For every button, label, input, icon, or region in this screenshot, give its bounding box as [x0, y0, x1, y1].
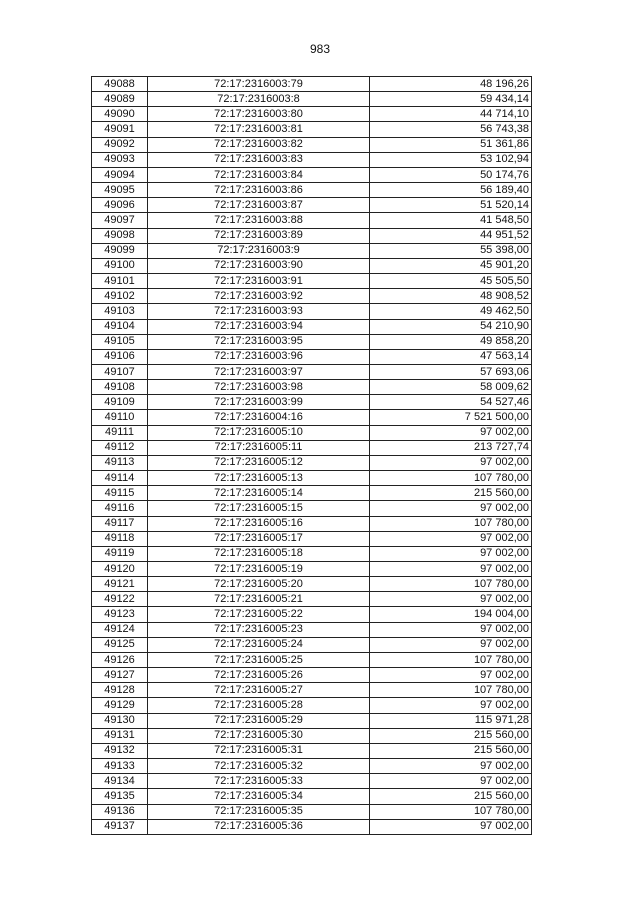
row-number-cell: 49126	[92, 652, 148, 667]
value-cell: 48 908,52	[370, 289, 532, 304]
table-row	[92, 137, 532, 152]
value-cell: 215 560,00	[370, 486, 532, 501]
row-number-cell: 49089	[92, 92, 148, 107]
value-cell: 107 780,00	[370, 683, 532, 698]
cadastral-number-cell: 72:17:2316003:94	[148, 319, 370, 334]
cadastral-number-cell: 72:17:2316003:93	[148, 304, 370, 319]
cadastral-number-cell: 72:17:2316003:84	[148, 167, 370, 182]
row-number-cell: 49108	[92, 380, 148, 395]
value-cell: 57 693,06	[370, 364, 532, 379]
row-number-cell: 49128	[92, 683, 148, 698]
value-cell: 45 901,20	[370, 258, 532, 273]
table-row	[92, 531, 532, 546]
value-cell: 107 780,00	[370, 577, 532, 592]
table-body	[92, 77, 532, 835]
row-number-cell: 49107	[92, 364, 148, 379]
row-number-cell: 49127	[92, 668, 148, 683]
table-row	[92, 471, 532, 486]
table-row	[92, 592, 532, 607]
value-cell: 97 002,00	[370, 425, 532, 440]
table-row	[92, 380, 532, 395]
row-number-cell: 49117	[92, 516, 148, 531]
value-cell: 97 002,00	[370, 698, 532, 713]
row-number-cell: 49123	[92, 607, 148, 622]
table-row	[92, 274, 532, 289]
row-number-cell: 49095	[92, 183, 148, 198]
value-cell: 97 002,00	[370, 637, 532, 652]
cadastral-number-cell: 72:17:2316005:23	[148, 622, 370, 637]
value-cell: 97 002,00	[370, 455, 532, 470]
table-row	[92, 258, 532, 273]
row-number-cell: 49120	[92, 562, 148, 577]
cadastral-number-cell: 72:17:2316005:11	[148, 440, 370, 455]
table-row	[92, 804, 532, 819]
table-row	[92, 395, 532, 410]
row-number-cell: 49091	[92, 122, 148, 137]
table-row	[92, 455, 532, 470]
table-row	[92, 622, 532, 637]
cadastral-number-cell: 72:17:2316005:30	[148, 728, 370, 743]
table-row	[92, 668, 532, 683]
cadastral-number-cell: 72:17:2316005:22	[148, 607, 370, 622]
table-row	[92, 774, 532, 789]
table-row	[92, 789, 532, 804]
cadastral-number-cell: 72:17:2316003:92	[148, 289, 370, 304]
cadastral-number-cell: 72:17:2316005:27	[148, 683, 370, 698]
row-number-cell: 49110	[92, 410, 148, 425]
cadastral-number-cell: 72:17:2316003:9	[148, 243, 370, 258]
value-cell: 97 002,00	[370, 592, 532, 607]
value-cell: 97 002,00	[370, 759, 532, 774]
table-row	[92, 652, 532, 667]
cadastral-number-cell: 72:17:2316003:95	[148, 334, 370, 349]
row-number-cell: 49135	[92, 789, 148, 804]
cadastral-number-cell: 72:17:2316003:82	[148, 137, 370, 152]
table-row	[92, 743, 532, 758]
value-cell: 49 858,20	[370, 334, 532, 349]
table-row	[92, 107, 532, 122]
table-row	[92, 501, 532, 516]
cadastral-number-cell: 72:17:2316005:10	[148, 425, 370, 440]
value-cell: 213 727,74	[370, 440, 532, 455]
cadastral-number-cell: 72:17:2316005:16	[148, 516, 370, 531]
cadastral-number-cell: 72:17:2316003:8	[148, 92, 370, 107]
row-number-cell: 49090	[92, 107, 148, 122]
row-number-cell: 49137	[92, 819, 148, 834]
table-row	[92, 577, 532, 592]
cadastral-number-cell: 72:17:2316005:19	[148, 562, 370, 577]
row-number-cell: 49131	[92, 728, 148, 743]
table-row	[92, 486, 532, 501]
cadastral-number-cell: 72:17:2316003:89	[148, 228, 370, 243]
row-number-cell: 49097	[92, 213, 148, 228]
cadastral-number-cell: 72:17:2316005:13	[148, 471, 370, 486]
value-cell: 97 002,00	[370, 819, 532, 834]
cadastral-number-cell: 72:17:2316005:12	[148, 455, 370, 470]
row-number-cell: 49105	[92, 334, 148, 349]
value-cell: 107 780,00	[370, 652, 532, 667]
row-number-cell: 49134	[92, 774, 148, 789]
table-row	[92, 819, 532, 834]
row-number-cell: 49129	[92, 698, 148, 713]
table-row	[92, 440, 532, 455]
cadastral-number-cell: 72:17:2316003:87	[148, 198, 370, 213]
value-cell: 107 780,00	[370, 471, 532, 486]
value-cell: 56 189,40	[370, 183, 532, 198]
row-number-cell: 49130	[92, 713, 148, 728]
value-cell: 47 563,14	[370, 349, 532, 364]
value-cell: 48 196,26	[370, 77, 532, 92]
cadastral-number-cell: 72:17:2316005:34	[148, 789, 370, 804]
cadastral-number-cell: 72:17:2316005:20	[148, 577, 370, 592]
value-cell: 55 398,00	[370, 243, 532, 258]
table-row	[92, 304, 532, 319]
cadastral-number-cell: 72:17:2316003:81	[148, 122, 370, 137]
table-row	[92, 167, 532, 182]
table-row	[92, 183, 532, 198]
value-cell: 41 548,50	[370, 213, 532, 228]
cadastral-table	[91, 76, 532, 835]
cadastral-number-cell: 72:17:2316003:97	[148, 364, 370, 379]
table-row	[92, 683, 532, 698]
value-cell: 53 102,94	[370, 152, 532, 167]
value-cell: 7 521 500,00	[370, 410, 532, 425]
table-row	[92, 607, 532, 622]
cadastral-number-cell: 72:17:2316005:15	[148, 501, 370, 516]
page-number: 983	[309, 42, 331, 56]
row-number-cell: 49113	[92, 455, 148, 470]
row-number-cell: 49096	[92, 198, 148, 213]
table-row	[92, 349, 532, 364]
cadastral-number-cell: 72:17:2316005:17	[148, 531, 370, 546]
cadastral-number-cell: 72:17:2316005:36	[148, 819, 370, 834]
cadastral-number-cell: 72:17:2316004:16	[148, 410, 370, 425]
value-cell: 97 002,00	[370, 501, 532, 516]
row-number-cell: 49122	[92, 592, 148, 607]
cadastral-number-cell: 72:17:2316005:33	[148, 774, 370, 789]
row-number-cell: 49124	[92, 622, 148, 637]
cadastral-number-cell: 72:17:2316003:86	[148, 183, 370, 198]
value-cell: 215 560,00	[370, 789, 532, 804]
table-row	[92, 122, 532, 137]
row-number-cell: 49132	[92, 743, 148, 758]
value-cell: 44 951,52	[370, 228, 532, 243]
value-cell: 215 560,00	[370, 743, 532, 758]
table-row	[92, 637, 532, 652]
row-number-cell: 49112	[92, 440, 148, 455]
row-number-cell: 49106	[92, 349, 148, 364]
table-row	[92, 698, 532, 713]
cadastral-number-cell: 72:17:2316005:32	[148, 759, 370, 774]
value-cell: 51 361,86	[370, 137, 532, 152]
table-row	[92, 152, 532, 167]
cadastral-number-cell: 72:17:2316005:21	[148, 592, 370, 607]
cadastral-number-cell: 72:17:2316005:31	[148, 743, 370, 758]
value-cell: 97 002,00	[370, 562, 532, 577]
value-cell: 97 002,00	[370, 668, 532, 683]
row-number-cell: 49136	[92, 804, 148, 819]
row-number-cell: 49098	[92, 228, 148, 243]
value-cell: 54 527,46	[370, 395, 532, 410]
value-cell: 107 780,00	[370, 516, 532, 531]
table-row	[92, 319, 532, 334]
table-row	[92, 759, 532, 774]
value-cell: 44 714,10	[370, 107, 532, 122]
row-number-cell: 49103	[92, 304, 148, 319]
cadastral-number-cell: 72:17:2316005:28	[148, 698, 370, 713]
row-number-cell: 49092	[92, 137, 148, 152]
table-row	[92, 410, 532, 425]
cadastral-number-cell: 72:17:2316003:96	[148, 349, 370, 364]
row-number-cell: 49093	[92, 152, 148, 167]
table-row	[92, 713, 532, 728]
cadastral-number-cell: 72:17:2316003:88	[148, 213, 370, 228]
table-row	[92, 516, 532, 531]
table-row	[92, 243, 532, 258]
value-cell: 107 780,00	[370, 804, 532, 819]
row-number-cell: 49102	[92, 289, 148, 304]
row-number-cell: 49121	[92, 577, 148, 592]
value-cell: 97 002,00	[370, 546, 532, 561]
row-number-cell: 49104	[92, 319, 148, 334]
table-row	[92, 334, 532, 349]
cadastral-number-cell: 72:17:2316003:79	[148, 77, 370, 92]
cadastral-number-cell: 72:17:2316003:83	[148, 152, 370, 167]
row-number-cell: 49099	[92, 243, 148, 258]
cadastral-number-cell: 72:17:2316005:35	[148, 804, 370, 819]
table-row	[92, 728, 532, 743]
row-number-cell: 49111	[92, 425, 148, 440]
row-number-cell: 49088	[92, 77, 148, 92]
value-cell: 215 560,00	[370, 728, 532, 743]
cadastral-number-cell: 72:17:2316005:14	[148, 486, 370, 501]
table-row	[92, 213, 532, 228]
row-number-cell: 49094	[92, 167, 148, 182]
value-cell: 194 004,00	[370, 607, 532, 622]
cadastral-number-cell: 72:17:2316003:99	[148, 395, 370, 410]
value-cell: 49 462,50	[370, 304, 532, 319]
value-cell: 97 002,00	[370, 622, 532, 637]
row-number-cell: 49133	[92, 759, 148, 774]
value-cell: 97 002,00	[370, 531, 532, 546]
table-row	[92, 92, 532, 107]
table-row	[92, 425, 532, 440]
row-number-cell: 49115	[92, 486, 148, 501]
table-row	[92, 198, 532, 213]
row-number-cell: 49114	[92, 471, 148, 486]
value-cell: 58 009,62	[370, 380, 532, 395]
cadastral-number-cell: 72:17:2316003:80	[148, 107, 370, 122]
row-number-cell: 49109	[92, 395, 148, 410]
cadastral-number-cell: 72:17:2316005:18	[148, 546, 370, 561]
cadastral-number-cell: 72:17:2316003:91	[148, 274, 370, 289]
table-row	[92, 77, 532, 92]
row-number-cell: 49119	[92, 546, 148, 561]
table-row	[92, 546, 532, 561]
row-number-cell: 49100	[92, 258, 148, 273]
row-number-cell: 49101	[92, 274, 148, 289]
value-cell: 56 743,38	[370, 122, 532, 137]
value-cell: 54 210,90	[370, 319, 532, 334]
value-cell: 51 520,14	[370, 198, 532, 213]
table-row	[92, 562, 532, 577]
row-number-cell: 49125	[92, 637, 148, 652]
value-cell: 45 505,50	[370, 274, 532, 289]
value-cell: 97 002,00	[370, 774, 532, 789]
cadastral-number-cell: 72:17:2316005:26	[148, 668, 370, 683]
table-row	[92, 289, 532, 304]
table-row	[92, 364, 532, 379]
value-cell: 50 174,76	[370, 167, 532, 182]
cadastral-number-cell: 72:17:2316005:25	[148, 652, 370, 667]
row-number-cell: 49116	[92, 501, 148, 516]
cadastral-number-cell: 72:17:2316003:98	[148, 380, 370, 395]
row-number-cell: 49118	[92, 531, 148, 546]
cadastral-number-cell: 72:17:2316005:29	[148, 713, 370, 728]
value-cell: 115 971,28	[370, 713, 532, 728]
cadastral-number-cell: 72:17:2316003:90	[148, 258, 370, 273]
cadastral-number-cell: 72:17:2316005:24	[148, 637, 370, 652]
value-cell: 59 434,14	[370, 92, 532, 107]
table-row	[92, 228, 532, 243]
